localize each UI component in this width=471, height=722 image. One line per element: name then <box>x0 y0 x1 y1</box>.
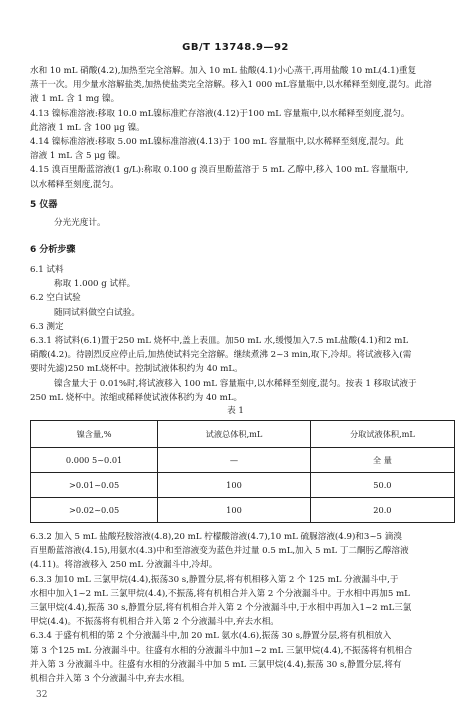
standard-header: GB/T 13748.9—92 <box>182 42 289 53</box>
section-6-1 <box>30 263 455 334</box>
text-line: 要时先滤)250 mL烧杯中。控制试液体积约为 40 mL。 <box>30 364 243 375</box>
text-line: 此溶液 1 mL 含 100 μg 镍。 <box>30 122 145 133</box>
subsection-heading: 6.2 空白试验 <box>30 293 81 304</box>
table-row <box>31 448 455 473</box>
table-cell: 50.0 <box>310 473 454 498</box>
text-line: 硝酸(4.2)。待剧烈反应停止后,加热使试料完全溶解。继续煮沸 2~3 min,取下,冷却。将试液移入(需 <box>30 350 412 361</box>
text-line: 250 mL 烧杯中。浓缩或稀释使试液体积约为 40 mL。 <box>30 392 243 403</box>
page-number: 32 <box>36 690 48 700</box>
subsection-body: 随同试料做空白试验。 <box>54 307 140 318</box>
text-line: 溶液 1 mL 含 5 μg 镍。 <box>30 151 126 162</box>
table-cell: >0.02~0.05 <box>31 498 158 523</box>
text-line: 4.14 镍标准溶液:移取 5.00 mL镍标准溶液(4.13)于 100 mL 容量瓶中,以水稀释至刻度,混匀。此 <box>30 137 404 148</box>
data-table <box>30 420 455 523</box>
subsection-heading: 6.1 试料 <box>30 265 64 275</box>
table-1 <box>30 420 455 523</box>
column-header: 镍含量,% <box>31 421 158 448</box>
text-line: 百里酚蓝溶液(4.15),用氨水(4.3)中和至溶液变为蓝色并过量 0.5 mL,加入 5 mL 丁二酮肟乙醇溶液 <box>30 546 409 557</box>
text-line: 蒸干一次。用少量水溶解盐类,加热使盐类完全溶解。移入1 000 mL容量瓶中,以水稀释至刻度,混匀。此溶 <box>30 80 432 91</box>
top-paragraphs <box>30 64 455 192</box>
text-line: 6.3.1 将试料(6.1)置于250 mL 烧杯中,盖上表皿。加50 mL 水,缓慢加入7.5 mL盐酸(4.1)和2 mL <box>30 336 409 346</box>
subsection-body: 称取 1.000 g 试样。 <box>54 279 136 290</box>
text-line: 6.3.4 于盛有机相的第 2 个分液漏斗中,加 20 mL 氨水(4.6),振荡 30 s,静置分层,将有机相放入 <box>30 631 392 642</box>
table-cell: — <box>158 448 311 473</box>
table-cell: 20.0 <box>310 498 454 523</box>
section-heading: 5 仪器 <box>30 200 58 210</box>
table-cell: 100 <box>158 473 311 498</box>
table-header-row <box>31 421 455 448</box>
text-line: 镍含量大于 0.01%时,将试液移入 100 mL 容量瓶中,以水稀释至刻度,混匀。按表 1 移取试液于 <box>54 378 417 389</box>
table-caption: 表 1 <box>227 406 244 416</box>
table-row <box>31 498 455 523</box>
text-line: 三氯甲烷(4.4),振荡 30 s,静置分层,将有机相合并入第 2 个分液漏斗中,于水相中再加入1~2 mL三氯 <box>30 603 412 614</box>
subsection-heading: 6.3 测定 <box>30 321 64 332</box>
table-cell: 100 <box>158 498 311 523</box>
text-line: 水和 10 mL 硝酸(4.2),加热至完全溶解。加入 10 mL 盐酸(4.1)小心蒸干,再用盐酸 10 mL(4.1)重复 <box>30 66 417 76</box>
text-line: (4.11)。将溶液移入 250 mL 分液漏斗中,冷却。 <box>30 560 218 571</box>
text-line: 4.15 溴百里酚蓝溶液(1 g/L):称取 0.100 g 溴百里酚蓝溶于 5 mL 乙醇中,移入 100 mL 容量瓶中, <box>30 165 409 176</box>
section-5 <box>30 198 455 230</box>
text-line: 液 1 mL 含 1 mg 镍。 <box>30 94 120 105</box>
paragraphs-6-3-2-to-6-3-4 <box>30 530 455 686</box>
table-cell: 0.000 5~0.01 <box>31 448 158 473</box>
text-line: 6.3.3 加10 mL 三氯甲烷(4.4),振荡30 s,静置分层,将有机相移入第 2 个 125 mL 分液漏斗中,于 <box>30 574 399 585</box>
text-line: 以水稀释至刻度,混匀。 <box>30 179 119 190</box>
column-header: 试液总体积,mL <box>158 421 311 448</box>
paragraph-6-3-1 <box>30 334 455 405</box>
section-6 <box>30 243 455 257</box>
column-header: 分取试液体积,mL <box>310 421 454 448</box>
text-line: 4.13 镍标准溶液:移取 10.0 mL镍标准贮存溶液(4.12)于100 mL 容量瓶中,以水稀释至刻度,混匀。 <box>30 108 410 119</box>
text-line: 第 3 个125 mL 分液漏斗中。往盛有水相的分液漏斗中加1~2 mL 三氯甲烷(4.4),不振荡将有机相合 <box>30 645 413 656</box>
text-line: 机相合并入第 3 个分液漏斗中,弃去水相。 <box>30 674 190 685</box>
table-cell: >0.01~0.05 <box>31 473 158 498</box>
text-line: 甲烷(4.4)。不振荡将有机相合并入第 2 个分液漏斗中,弃去水相。 <box>30 617 279 628</box>
section-body: 分光光度计。 <box>54 218 106 229</box>
text-line: 并入第 3 分液漏斗中。往盛有水相的分液漏斗中加 5 mL 三氯甲烷(4.4),振荡 30 s,静置分层,将有 <box>30 659 402 670</box>
table-cell: 全 量 <box>310 448 454 473</box>
text-line: 水相中加入1~2 mL 三氯甲烷(4.4),不振荡,将有机相合并入第 2 个分液漏斗中。于水相中再加5 mL <box>30 588 410 599</box>
table-row <box>31 473 455 498</box>
section-heading: 6 分析步骤 <box>30 245 76 255</box>
text-line: 6.3.2 加入 5 mL 盐酸羟胺溶液(4.8),20 mL 柠檬酸溶液(4.7),10 mL 硫脲溶液(4.9)和3~5 滴溴 <box>30 532 402 542</box>
